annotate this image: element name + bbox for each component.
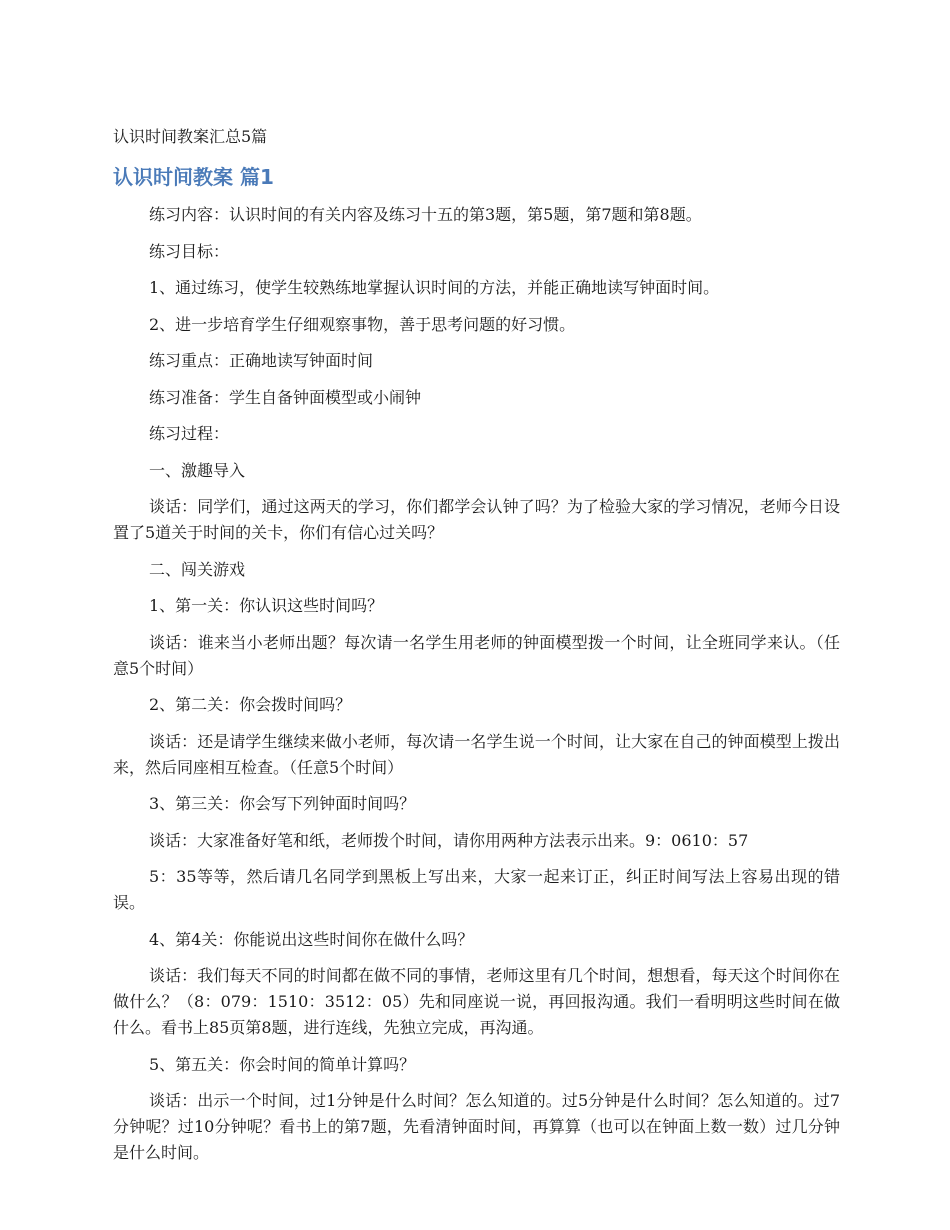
paragraph-level-3-talk-cont: 5：35等等，然后请几名同学到黑板上写出来，大家一起来订正，纠正时间写法上容易出现的错误。 (113, 867, 840, 912)
paragraph-level-5-talk: 谈话：出示一个时间，过1分钟是什么时间？怎么知道的。过5分钟是什么时间？怎么知道的。过7分钟呢？过10分钟呢？看书上的第7题，先看清钟面时间，再算算（也可以在钟面上数一数）过几分钟是什么时间。 (113, 1091, 840, 1162)
document-title: 认识时间教案汇总5篇 (113, 127, 268, 146)
paragraph-level-3: 3、第三关：你会写下列钟面时间吗？ (149, 794, 416, 813)
paragraph-step-intro: 一、激趣导入 (149, 460, 246, 480)
paragraph-level-2-talk: 谈话：还是请学生继续来做小老师，每次请一名学生说一个时间，让大家在自己的钟面模型上拨出来，然后同座相互检查。（任意5个时间） (113, 731, 840, 777)
paragraph-practice-goals: 练习目标： (149, 241, 230, 261)
paragraph-goal-1: 1、通过练习，使学生较熟练地掌握认识时间的方法，并能正确地读写钟面时间。 (149, 278, 720, 297)
paragraph-step-game: 二、闯关游戏 (149, 559, 246, 579)
paragraph-level-4-talk: 谈话：我们每天不同的时间都在做不同的事情，老师这里有几个时间，想想看，每天这个时间你在做什么？（8：079：1510：3512：05）先和同座说一说，再回报沟通。我们一看明明这些时间在做什么。看书上85页第8题，进行连线，先独立完成，再沟通。 (113, 966, 840, 1037)
document-body (113, 202, 840, 1177)
section-heading: 认识时间教案 篇1 (113, 165, 274, 189)
paragraph-intro-talk: 谈话：同学们，通过这两天的学习，你们都学会认钟了吗？为了检验大家的学习情况，老师今日设置了5道关于时间的关卡，你们有信心过关吗？ (113, 497, 840, 542)
paragraph-level-5: 5、第五关：你会时间的简单计算吗？ (149, 1054, 416, 1074)
paragraph-practice-content: 练习内容：认识时间的有关内容及练习十五的第3题，第5题，第7题和第8题。 (149, 205, 702, 224)
paragraph-level-1: 1、第一关：你认识这些时间吗？ (149, 596, 384, 615)
paragraph-preparation: 练习准备：学生自备钟面模型或小闹钟 (149, 387, 422, 407)
paragraph-process: 练习过程： (149, 424, 230, 443)
paragraph-level-3-talk: 谈话：大家准备好笔和纸，老师拨个时间，请你用两种方法表示出来。9：0610：57 (149, 830, 749, 850)
paragraph-level-1-talk: 谈话：谁来当小老师出题？每次请一名学生用老师的钟面模型拨一个时间，让全班同学来认。（任意5个时间） (113, 632, 840, 678)
paragraph-goal-2: 2、进一步培育学生仔细观察事物，善于思考问题的好习惯。 (149, 314, 576, 334)
paragraph-key-points: 练习重点：正确地读写钟面时间 (149, 351, 374, 370)
paragraph-level-4: 4、第4关：你能说出这些时间你在做什么吗？ (149, 929, 474, 949)
paragraph-level-2: 2、第二关：你会拨时间吗？ (149, 695, 352, 714)
